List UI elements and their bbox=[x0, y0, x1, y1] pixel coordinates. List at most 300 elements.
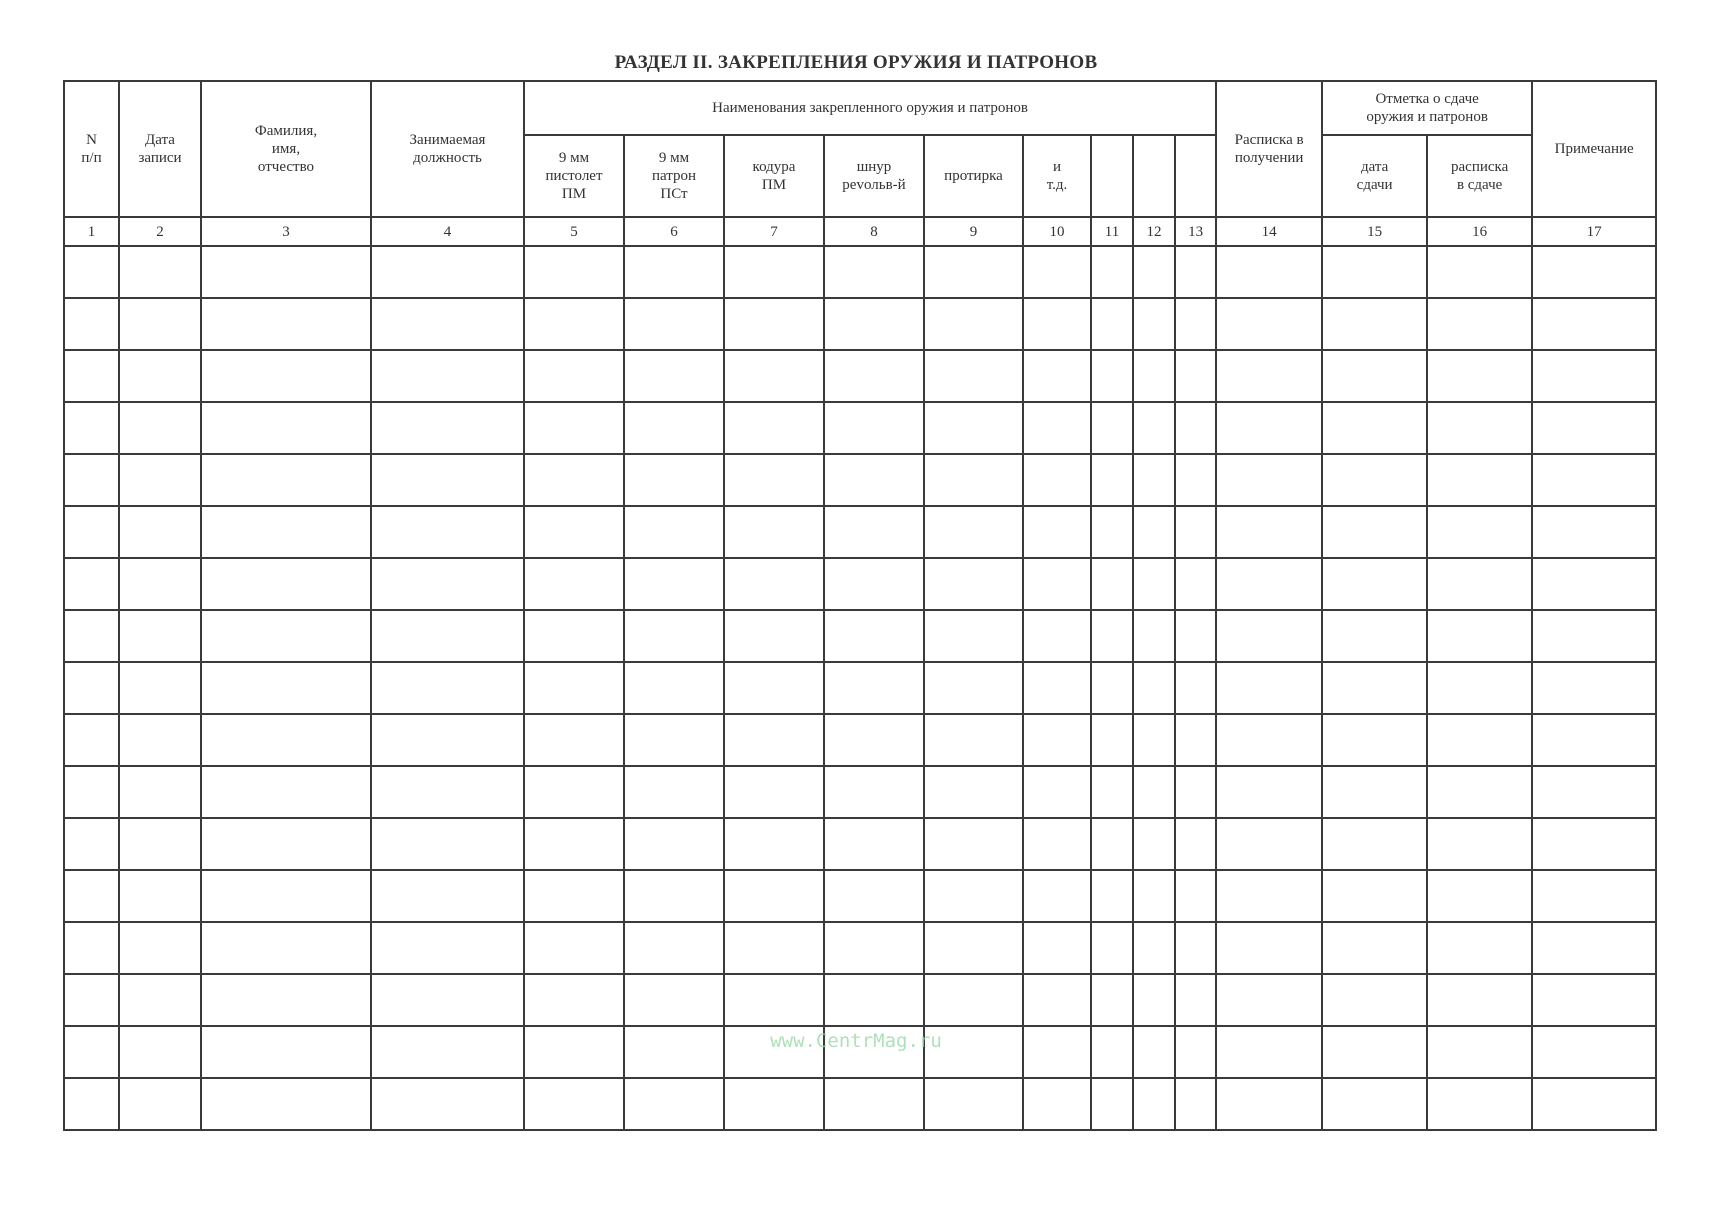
table-cell[interactable] bbox=[1216, 454, 1322, 506]
table-cell[interactable] bbox=[201, 350, 371, 402]
table-cell[interactable] bbox=[1175, 766, 1216, 818]
table-cell[interactable] bbox=[1322, 922, 1427, 974]
table-cell[interactable] bbox=[119, 506, 201, 558]
table-cell[interactable] bbox=[1532, 610, 1656, 662]
table-cell[interactable] bbox=[64, 558, 119, 610]
table-cell[interactable] bbox=[524, 610, 624, 662]
table-cell[interactable] bbox=[1091, 974, 1133, 1026]
table-cell[interactable] bbox=[1175, 246, 1216, 298]
table-cell[interactable] bbox=[1091, 298, 1133, 350]
table-cell[interactable] bbox=[1322, 818, 1427, 870]
table-cell[interactable] bbox=[1427, 870, 1532, 922]
table-cell[interactable] bbox=[724, 610, 824, 662]
column-number: 1 bbox=[64, 217, 119, 246]
table-cell[interactable] bbox=[119, 766, 201, 818]
table-cell[interactable] bbox=[201, 870, 371, 922]
table-cell[interactable] bbox=[64, 714, 119, 766]
table-cell[interactable] bbox=[1023, 818, 1091, 870]
table-cell[interactable] bbox=[1322, 350, 1427, 402]
header-return-receipt: расписка в сдаче bbox=[1427, 135, 1532, 217]
table-cell[interactable] bbox=[371, 662, 524, 714]
table-cell[interactable] bbox=[624, 610, 724, 662]
table-cell[interactable] bbox=[1091, 766, 1133, 818]
table-cell[interactable] bbox=[371, 870, 524, 922]
table-cell[interactable] bbox=[1216, 922, 1322, 974]
table-cell[interactable] bbox=[64, 1078, 119, 1130]
table-cell[interactable] bbox=[1216, 246, 1322, 298]
table-cell[interactable] bbox=[524, 922, 624, 974]
table-cell[interactable] bbox=[1175, 818, 1216, 870]
table-cell[interactable] bbox=[724, 506, 824, 558]
table-cell[interactable] bbox=[924, 974, 1023, 1026]
table-cell[interactable] bbox=[1023, 870, 1091, 922]
table-cell[interactable] bbox=[1322, 558, 1427, 610]
table-cell[interactable] bbox=[824, 662, 924, 714]
header-weapon-etc: и т.д. bbox=[1023, 135, 1091, 217]
table-cell[interactable] bbox=[1427, 558, 1532, 610]
table-cell[interactable] bbox=[1322, 714, 1427, 766]
table-cell[interactable] bbox=[201, 610, 371, 662]
table-cell[interactable] bbox=[119, 974, 201, 1026]
table-cell[interactable] bbox=[1091, 246, 1133, 298]
header-date: Дата записи bbox=[119, 81, 201, 217]
table-cell[interactable] bbox=[371, 454, 524, 506]
header-return-group: Отметка о сдаче оружия и патронов bbox=[1322, 81, 1532, 135]
table-cell[interactable] bbox=[1023, 506, 1091, 558]
table-cell[interactable] bbox=[624, 350, 724, 402]
table-cell[interactable] bbox=[119, 558, 201, 610]
header-weapon-blank-11 bbox=[1091, 135, 1133, 217]
table-cell[interactable] bbox=[1216, 558, 1322, 610]
table-cell[interactable] bbox=[1175, 298, 1216, 350]
table-cell[interactable] bbox=[824, 558, 924, 610]
table-cell[interactable] bbox=[1133, 922, 1175, 974]
table-cell[interactable] bbox=[201, 974, 371, 1026]
table-cell[interactable] bbox=[371, 974, 524, 1026]
table-cell[interactable] bbox=[201, 506, 371, 558]
table-cell[interactable] bbox=[924, 506, 1023, 558]
table-cell[interactable] bbox=[119, 298, 201, 350]
table-cell[interactable] bbox=[1175, 922, 1216, 974]
table-cell[interactable] bbox=[119, 818, 201, 870]
table-cell[interactable] bbox=[371, 558, 524, 610]
table-cell[interactable] bbox=[1427, 454, 1532, 506]
table-cell[interactable] bbox=[1427, 714, 1532, 766]
table-cell[interactable] bbox=[201, 454, 371, 506]
table-cell[interactable] bbox=[524, 350, 624, 402]
table-cell[interactable] bbox=[1133, 818, 1175, 870]
table-cell[interactable] bbox=[1216, 974, 1322, 1026]
table-cell[interactable] bbox=[1023, 298, 1091, 350]
table-cell[interactable] bbox=[824, 974, 924, 1026]
table-cell[interactable] bbox=[1091, 662, 1133, 714]
table-cell[interactable] bbox=[1091, 454, 1133, 506]
table-cell[interactable] bbox=[64, 922, 119, 974]
table-cell[interactable] bbox=[1175, 350, 1216, 402]
table-cell[interactable] bbox=[1427, 922, 1532, 974]
table-cell[interactable] bbox=[624, 922, 724, 974]
table-cell[interactable] bbox=[1427, 818, 1532, 870]
table-cell[interactable] bbox=[824, 350, 924, 402]
table-cell[interactable] bbox=[824, 610, 924, 662]
table-row bbox=[64, 714, 1656, 766]
table-cell[interactable] bbox=[1532, 714, 1656, 766]
table-cell[interactable] bbox=[524, 818, 624, 870]
table-cell[interactable] bbox=[1133, 1078, 1175, 1130]
table-cell[interactable] bbox=[524, 298, 624, 350]
table-cell[interactable] bbox=[1091, 402, 1133, 454]
table-cell[interactable] bbox=[924, 402, 1023, 454]
table-cell[interactable] bbox=[1133, 662, 1175, 714]
table-cell[interactable] bbox=[371, 818, 524, 870]
table-cell[interactable] bbox=[119, 662, 201, 714]
table-cell[interactable] bbox=[1091, 818, 1133, 870]
table-cell[interactable] bbox=[1175, 558, 1216, 610]
table-cell[interactable] bbox=[201, 662, 371, 714]
table-cell[interactable] bbox=[1216, 402, 1322, 454]
table-cell[interactable] bbox=[824, 454, 924, 506]
table-cell[interactable] bbox=[824, 922, 924, 974]
table-cell[interactable] bbox=[371, 298, 524, 350]
table-cell[interactable] bbox=[1532, 402, 1656, 454]
table-cell[interactable] bbox=[924, 1078, 1023, 1130]
table-cell[interactable] bbox=[1216, 714, 1322, 766]
column-numbers-row bbox=[64, 217, 1656, 246]
table-cell[interactable] bbox=[1532, 766, 1656, 818]
table-cell[interactable] bbox=[1023, 350, 1091, 402]
table-cell[interactable] bbox=[1023, 662, 1091, 714]
table-cell[interactable] bbox=[524, 662, 624, 714]
table-cell[interactable] bbox=[724, 818, 824, 870]
table-cell[interactable] bbox=[924, 246, 1023, 298]
table-cell[interactable] bbox=[1133, 402, 1175, 454]
table-cell[interactable] bbox=[824, 818, 924, 870]
table-cell[interactable] bbox=[524, 870, 624, 922]
table-cell[interactable] bbox=[924, 558, 1023, 610]
table-cell[interactable] bbox=[724, 454, 824, 506]
table-row bbox=[64, 246, 1656, 298]
table-cell[interactable] bbox=[924, 714, 1023, 766]
table-cell[interactable] bbox=[119, 402, 201, 454]
table-cell[interactable] bbox=[64, 246, 119, 298]
table-cell[interactable] bbox=[1427, 350, 1532, 402]
table-cell[interactable] bbox=[1091, 714, 1133, 766]
column-number: 9 bbox=[924, 217, 1023, 246]
table-cell[interactable] bbox=[1322, 766, 1427, 818]
table-cell[interactable] bbox=[1427, 766, 1532, 818]
table-cell[interactable] bbox=[1023, 766, 1091, 818]
table-cell[interactable] bbox=[201, 298, 371, 350]
table-cell[interactable] bbox=[1216, 1078, 1322, 1130]
table-cell[interactable] bbox=[1091, 922, 1133, 974]
table-cell[interactable] bbox=[524, 714, 624, 766]
table-cell[interactable] bbox=[524, 1078, 624, 1130]
table-cell[interactable] bbox=[624, 506, 724, 558]
table-cell[interactable] bbox=[1091, 1078, 1133, 1130]
table-cell[interactable] bbox=[201, 766, 371, 818]
table-cell[interactable] bbox=[824, 766, 924, 818]
table-cell[interactable] bbox=[64, 298, 119, 350]
table-cell[interactable] bbox=[1175, 402, 1216, 454]
table-cell[interactable] bbox=[64, 610, 119, 662]
table-cell[interactable] bbox=[1322, 974, 1427, 1026]
table-cell[interactable] bbox=[1532, 350, 1656, 402]
table-cell[interactable] bbox=[201, 402, 371, 454]
table-cell[interactable] bbox=[64, 870, 119, 922]
table-cell[interactable] bbox=[1322, 662, 1427, 714]
table-cell[interactable] bbox=[119, 922, 201, 974]
header-position: Занимаемая должность bbox=[371, 81, 524, 217]
table-cell[interactable] bbox=[64, 818, 119, 870]
table-row bbox=[64, 350, 1656, 402]
table-cell[interactable] bbox=[724, 1078, 824, 1130]
table-cell[interactable] bbox=[1322, 1078, 1427, 1130]
table-cell[interactable] bbox=[1175, 506, 1216, 558]
weapons-assignment-table bbox=[63, 80, 1657, 1131]
table-cell[interactable] bbox=[724, 922, 824, 974]
table-cell[interactable] bbox=[824, 506, 924, 558]
table-cell[interactable] bbox=[371, 350, 524, 402]
table-cell[interactable] bbox=[119, 714, 201, 766]
table-cell[interactable] bbox=[824, 402, 924, 454]
table-cell[interactable] bbox=[1133, 350, 1175, 402]
table-cell[interactable] bbox=[1532, 870, 1656, 922]
table-cell[interactable] bbox=[1322, 246, 1427, 298]
table-cell[interactable] bbox=[1532, 922, 1656, 974]
table-cell[interactable] bbox=[1216, 870, 1322, 922]
column-number: 11 bbox=[1091, 217, 1133, 246]
table-cell[interactable] bbox=[371, 714, 524, 766]
table-row bbox=[64, 1078, 1656, 1130]
table-cell[interactable] bbox=[1023, 714, 1091, 766]
table-cell[interactable] bbox=[1023, 402, 1091, 454]
table-cell[interactable] bbox=[1216, 610, 1322, 662]
table-cell[interactable] bbox=[924, 454, 1023, 506]
table-cell[interactable] bbox=[1175, 870, 1216, 922]
table-cell[interactable] bbox=[1175, 454, 1216, 506]
table-cell[interactable] bbox=[1023, 558, 1091, 610]
table-cell[interactable] bbox=[119, 350, 201, 402]
header-weapon-pistol: 9 мм пистолет ПМ bbox=[524, 135, 624, 217]
table-cell[interactable] bbox=[1133, 298, 1175, 350]
table-cell[interactable] bbox=[1133, 870, 1175, 922]
table-cell[interactable] bbox=[1427, 298, 1532, 350]
table-cell[interactable] bbox=[1322, 402, 1427, 454]
column-number: 6 bbox=[624, 217, 724, 246]
table-cell[interactable] bbox=[371, 1078, 524, 1130]
table-cell[interactable] bbox=[624, 662, 724, 714]
table-cell[interactable] bbox=[119, 870, 201, 922]
table-cell[interactable] bbox=[524, 454, 624, 506]
table-cell[interactable] bbox=[1322, 870, 1427, 922]
table-cell[interactable] bbox=[1023, 454, 1091, 506]
table-cell[interactable] bbox=[624, 246, 724, 298]
table-cell[interactable] bbox=[1133, 766, 1175, 818]
table-cell[interactable] bbox=[1427, 506, 1532, 558]
table-cell[interactable] bbox=[624, 818, 724, 870]
table-cell[interactable] bbox=[64, 454, 119, 506]
table-cell[interactable] bbox=[64, 974, 119, 1026]
table-cell[interactable] bbox=[1216, 662, 1322, 714]
table-cell[interactable] bbox=[1532, 506, 1656, 558]
table-cell[interactable] bbox=[724, 714, 824, 766]
table-cell[interactable] bbox=[371, 922, 524, 974]
table-cell[interactable] bbox=[1133, 506, 1175, 558]
table-cell[interactable] bbox=[1216, 818, 1322, 870]
table-cell[interactable] bbox=[824, 870, 924, 922]
table-cell[interactable] bbox=[624, 298, 724, 350]
column-number: 2 bbox=[119, 217, 201, 246]
table-cell[interactable] bbox=[1322, 298, 1427, 350]
table-cell[interactable] bbox=[371, 402, 524, 454]
table-cell[interactable] bbox=[201, 922, 371, 974]
table-cell[interactable] bbox=[201, 714, 371, 766]
table-cell[interactable] bbox=[624, 974, 724, 1026]
table-cell[interactable] bbox=[1091, 506, 1133, 558]
table-cell[interactable] bbox=[1532, 454, 1656, 506]
header-weapon-cartridge: 9 мм патрон ПСт bbox=[624, 135, 724, 217]
table-cell[interactable] bbox=[524, 558, 624, 610]
table-cell[interactable] bbox=[64, 766, 119, 818]
table-cell[interactable] bbox=[1175, 610, 1216, 662]
table-cell[interactable] bbox=[924, 818, 1023, 870]
table-cell[interactable] bbox=[724, 402, 824, 454]
table-cell[interactable] bbox=[824, 714, 924, 766]
table-cell[interactable] bbox=[1133, 454, 1175, 506]
table-cell[interactable] bbox=[1175, 974, 1216, 1026]
table-cell[interactable] bbox=[524, 246, 624, 298]
table-cell[interactable] bbox=[1532, 1078, 1656, 1130]
table-cell[interactable] bbox=[824, 298, 924, 350]
table-cell[interactable] bbox=[524, 974, 624, 1026]
table-cell[interactable] bbox=[1216, 350, 1322, 402]
table-cell[interactable] bbox=[371, 246, 524, 298]
table-cell[interactable] bbox=[371, 506, 524, 558]
table-cell[interactable] bbox=[1427, 246, 1532, 298]
table-cell[interactable] bbox=[924, 298, 1023, 350]
table-cell[interactable] bbox=[624, 870, 724, 922]
table-cell[interactable] bbox=[1532, 558, 1656, 610]
table-row bbox=[64, 818, 1656, 870]
table-cell[interactable] bbox=[1532, 818, 1656, 870]
table-cell[interactable] bbox=[1427, 610, 1532, 662]
table-cell[interactable] bbox=[1175, 714, 1216, 766]
table-cell[interactable] bbox=[1091, 350, 1133, 402]
table-row bbox=[64, 974, 1656, 1026]
table-cell[interactable] bbox=[724, 246, 824, 298]
table-cell[interactable] bbox=[924, 922, 1023, 974]
table-cell[interactable] bbox=[1023, 1078, 1091, 1130]
table-cell[interactable] bbox=[201, 818, 371, 870]
table-cell[interactable] bbox=[1216, 766, 1322, 818]
table-cell[interactable] bbox=[624, 714, 724, 766]
page-title: РАЗДЕЛ II. ЗАКРЕПЛЕНИЯ ОРУЖИЯ И ПАТРОНОВ bbox=[614, 52, 1098, 73]
table-cell[interactable] bbox=[1532, 662, 1656, 714]
table-cell[interactable] bbox=[1322, 506, 1427, 558]
table-cell[interactable] bbox=[64, 402, 119, 454]
table-cell[interactable] bbox=[1133, 974, 1175, 1026]
table-cell[interactable] bbox=[1023, 246, 1091, 298]
table-cell[interactable] bbox=[201, 246, 371, 298]
table-cell[interactable] bbox=[1023, 610, 1091, 662]
table-cell[interactable] bbox=[824, 1078, 924, 1130]
table-cell[interactable] bbox=[1532, 298, 1656, 350]
table-cell[interactable] bbox=[1427, 662, 1532, 714]
table-cell[interactable] bbox=[119, 1078, 201, 1130]
table-cell[interactable] bbox=[1133, 714, 1175, 766]
table-cell[interactable] bbox=[624, 1078, 724, 1130]
table-cell[interactable] bbox=[1175, 662, 1216, 714]
table-cell[interactable] bbox=[1133, 246, 1175, 298]
table-cell[interactable] bbox=[1427, 974, 1532, 1026]
header-weapon-holster: кодура ПМ bbox=[724, 135, 824, 217]
table-cell[interactable] bbox=[1532, 246, 1656, 298]
table-cell[interactable] bbox=[1133, 558, 1175, 610]
column-number: 17 bbox=[1532, 217, 1656, 246]
table-cell[interactable] bbox=[371, 766, 524, 818]
table-cell[interactable] bbox=[924, 870, 1023, 922]
table-cell[interactable] bbox=[624, 402, 724, 454]
column-number: 8 bbox=[824, 217, 924, 246]
table-cell[interactable] bbox=[524, 766, 624, 818]
table-cell[interactable] bbox=[1133, 610, 1175, 662]
table-cell[interactable] bbox=[1023, 974, 1091, 1026]
table-cell[interactable] bbox=[924, 610, 1023, 662]
table-cell[interactable] bbox=[1091, 558, 1133, 610]
table-row bbox=[64, 402, 1656, 454]
table-cell[interactable] bbox=[924, 662, 1023, 714]
table-cell[interactable] bbox=[824, 246, 924, 298]
table-cell[interactable] bbox=[1175, 1078, 1216, 1130]
table-cell[interactable] bbox=[1091, 610, 1133, 662]
table-cell[interactable] bbox=[724, 662, 824, 714]
table-cell[interactable] bbox=[1427, 402, 1532, 454]
table-cell[interactable] bbox=[1532, 974, 1656, 1026]
table-cell[interactable] bbox=[64, 506, 119, 558]
table-cell[interactable] bbox=[1023, 922, 1091, 974]
table-cell[interactable] bbox=[201, 1078, 371, 1130]
table-cell[interactable] bbox=[1427, 1078, 1532, 1130]
table-cell[interactable] bbox=[724, 350, 824, 402]
table-cell[interactable] bbox=[624, 766, 724, 818]
table-cell[interactable] bbox=[924, 350, 1023, 402]
table-cell[interactable] bbox=[724, 558, 824, 610]
table-cell[interactable] bbox=[1216, 506, 1322, 558]
watermark: www.CentrMag.ru bbox=[770, 1030, 942, 1052]
table-cell[interactable] bbox=[119, 246, 201, 298]
table-cell[interactable] bbox=[201, 558, 371, 610]
table-cell[interactable] bbox=[524, 506, 624, 558]
table-cell[interactable] bbox=[1091, 870, 1133, 922]
table-cell[interactable] bbox=[119, 610, 201, 662]
table-cell[interactable] bbox=[1216, 298, 1322, 350]
table-cell[interactable] bbox=[119, 454, 201, 506]
table-cell[interactable] bbox=[64, 662, 119, 714]
table-cell[interactable] bbox=[924, 766, 1023, 818]
table-cell[interactable] bbox=[1322, 454, 1427, 506]
table-cell[interactable] bbox=[624, 558, 724, 610]
table-cell[interactable] bbox=[724, 766, 824, 818]
header-num: N п/п bbox=[64, 81, 119, 217]
table-cell[interactable] bbox=[624, 454, 724, 506]
table-cell[interactable] bbox=[724, 974, 824, 1026]
table-cell[interactable] bbox=[524, 402, 624, 454]
table-cell[interactable] bbox=[724, 298, 824, 350]
table-cell[interactable] bbox=[724, 870, 824, 922]
table-cell[interactable] bbox=[1322, 610, 1427, 662]
table-cell[interactable] bbox=[371, 610, 524, 662]
table-cell[interactable] bbox=[64, 350, 119, 402]
